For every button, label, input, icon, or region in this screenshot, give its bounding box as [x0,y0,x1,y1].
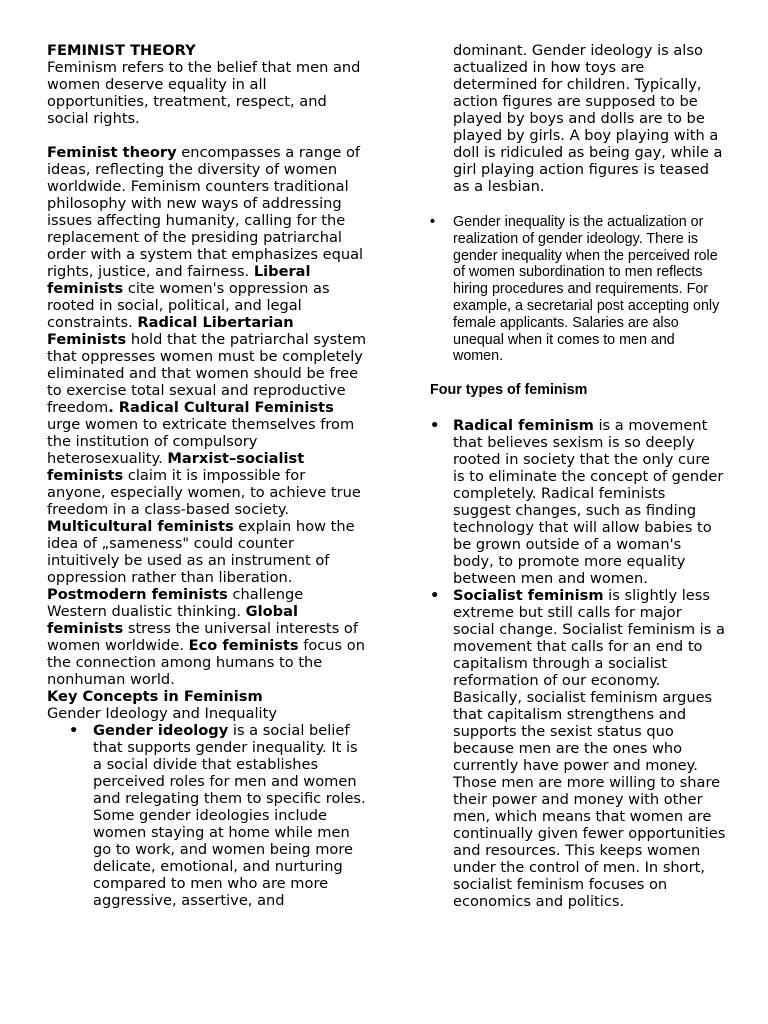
term-radical-feminism: Radical feminism [453,416,594,434]
inequality-list [430,214,726,365]
intro-paragraph: Feminism refers to the belief that men and women deserve equality in all opportunities, treatment, respect, and social rights. [47,59,361,127]
gender-ideology-continuation: dominant. Gender ideology is also actualized in how toys are determined for children. Typically, action figures are supposed to be played by boys and dolls are to be played by girls. A boy playing with a doll is ridiculed as being gay, while a girl playing action figures is teased as a lesbian. [453,42,723,195]
key-concepts-subheading: Gender Ideology and Inequality [47,705,277,722]
feminist-theory-paragraph: Feminist theory encompasses a range of ideas, reflecting the diversity of women worldwide. Feminism counters traditional philosophy with new ways of addressing issues affecting humanity, calling for the replacement of the presiding patriarchal order with a system that emphasizes equal rights, justice, and fairness. Liberal feminists cite women's oppression as rooted in social, political, and legal constraints. Radical Libertarian Feminists hold that the patriarchal system that oppresses women must be completely eliminated and that women should be free to exercise total sexual and reproductive freedom. Radical Cultural Feminists urge women to extricate themselves from the institution of compulsory heterosexuality. Marxist–socialist feminists claim it is impossible for anyone, especially women, to achieve true freedom in a class-based society. Multicultural feminists explain how the idea of „sameness" could counter intuitively be used as an instrument of oppression rather than liberation. Postmodern feminists challenge Western dualistic thinking. Global feminists stress the universal interests of women worldwide. Eco feminists focus on the connection among humans to the nonhuman world. [47,144,367,688]
list-item-radical-feminism: • Radical feminism is a movement that believes sexism is so deeply rooted in society that the only cure is to eliminate the concept of gender completely. Radical feminists suggest changes, such as finding technology that will allow babies to be grown outside of a woman's body, to promote more equality between men and women. [430,417,726,587]
left-column [47,42,367,909]
feminism-types-list [430,417,726,910]
term-liberal-feminists: Liberal feminists [47,263,311,297]
four-types-heading: Four types of feminism [430,382,588,399]
list-item-gender-ideology: • Gender ideology is a social belief that supports gender inequality. It is a social divide that establishes perceived roles for men and women and relegating them to specific roles. Some gender ideologies include women staying at home while men go to work, and women being more delicate, emotional, and nurturing compared to men who are more aggressive, assertive, and [47,722,367,909]
list-item-gender-inequality: • Gender inequality is the actualization or realization of gender ideology. There is gender inequality when the perceived role of women subordination to men reflects hiring procedures and requirements. For example, a secretarial post accepting only female applicants. Salaries are also unequal when it comes to men and women. [430,214,726,365]
document-title: FEMINIST THEORY [47,42,196,59]
term-multicultural: Multicultural feminists [47,518,234,535]
term-gender-ideology: Gender ideology [93,722,229,739]
term-postmodern: Postmodern feminists [47,586,228,603]
list-item-socialist-feminism: • Socialist feminism is slightly less extreme but still calls for major social change. Socialist feminism is a movement that calls for an end to capitalism through a socialist reformation of our economy. Basically, socialist feminism argues that capitalism strengthens and supports the sexist status quo because men are the ones who currently have power and money. Those men are more willing to share their power and money with other men, which means that women are continually given fewer opportunities and resources. This keeps women under the control of men. In short, socialist feminism focuses on economics and politics. [430,587,726,910]
key-concepts-heading: Key Concepts in Feminism [47,688,263,705]
term-radical-libertarian: Radical Libertarian Feminists [47,314,294,348]
term-feminist-theory: Feminist theory [47,144,177,161]
term-socialist-feminism: Socialist feminism [453,586,604,604]
term-eco: Eco feminists [188,637,299,654]
term-marxist-socialist: Marxist–socialist feminists [47,450,305,484]
right-column [430,42,726,910]
term-global: Global feminists [47,603,298,637]
term-radical-cultural: . Radical Cultural Feminists [108,399,334,416]
key-concepts-list [47,722,367,909]
